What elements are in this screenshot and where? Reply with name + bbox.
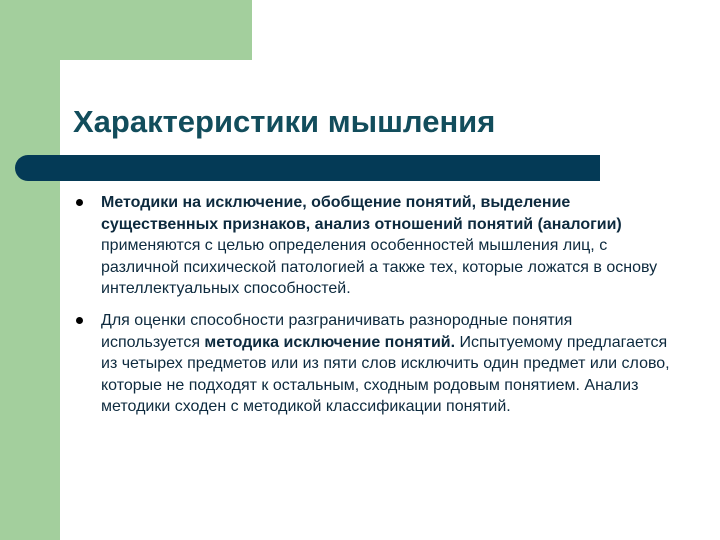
bullet-1-text: применяются с целью определения особенностей мышления лиц, с различной психической патологией а также тех, которые ложатся в основу интеллектуальных способностей.	[101, 237, 658, 298]
bullet-dot-icon	[76, 317, 83, 324]
bullet-item-2	[74, 310, 674, 418]
bullet-2-text-after: Испытуемому предлагается из четырех предметов или из пяти слов исключить один предмет или слово, которые не подходят к остальным, сходным родовым понятием. Анализ методики сходен с методикой классификации понятий.	[101, 333, 670, 416]
title-divider-bar	[15, 155, 600, 181]
bullet-2-bold-text: методика исключение понятий.	[204, 333, 456, 351]
bullet-dot-icon	[76, 199, 83, 206]
bullet-1-bold-text: Методики на исключение, обобщение понятий, выделение существенных признаков, анализ отношений понятий (аналогии)	[101, 194, 622, 233]
bullet-2-text-before: Для оценки способности разграничивать разнородные понятия используется	[101, 311, 573, 351]
bullet-list	[74, 192, 674, 428]
bullet-item-1	[74, 192, 674, 300]
slide-title: Характеристики мышления	[73, 104, 496, 139]
accent-block-left	[0, 0, 60, 540]
